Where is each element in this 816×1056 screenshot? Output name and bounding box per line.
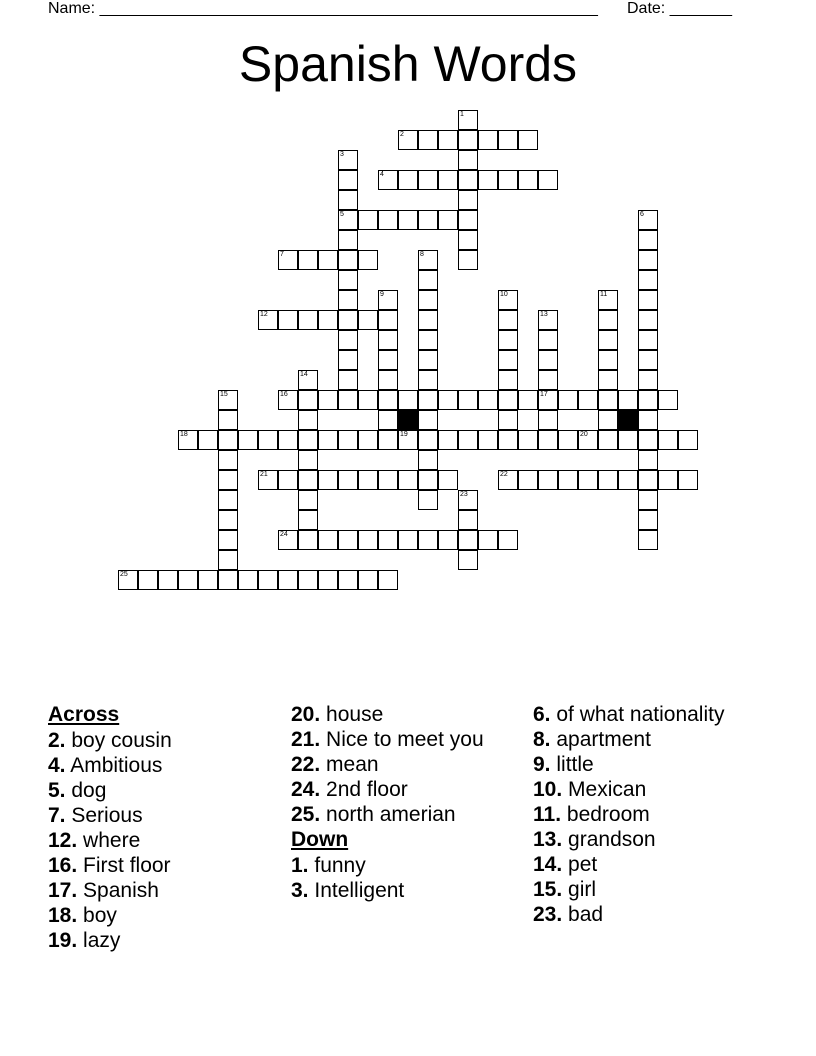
clue-item	[533, 853, 733, 877]
clue-number: 23.	[533, 903, 563, 926]
grid-cell[interactable]	[418, 430, 438, 450]
grid-cell[interactable]	[458, 530, 478, 550]
grid-cell[interactable]	[638, 470, 658, 490]
clues-column-2	[291, 703, 531, 904]
clue-text: bedroom	[566, 803, 650, 826]
grid-cell[interactable]	[418, 530, 438, 550]
grid-cell[interactable]	[258, 570, 278, 590]
grid-cell[interactable]	[458, 550, 478, 570]
grid-cell[interactable]	[538, 410, 558, 430]
grid-cell[interactable]	[418, 130, 438, 150]
grid-cell[interactable]	[178, 570, 198, 590]
clue-number: 12.	[48, 828, 78, 852]
grid-cell[interactable]	[338, 170, 358, 190]
grid-cell[interactable]	[218, 490, 238, 510]
grid-cell[interactable]	[318, 390, 338, 410]
clue-text: Nice to meet you	[326, 728, 484, 751]
clue-number-label: 5	[340, 211, 344, 218]
grid-cell[interactable]	[418, 170, 438, 190]
clue-number: 7.	[48, 803, 66, 827]
grid-cell[interactable]	[298, 410, 318, 430]
grid-cell[interactable]	[298, 570, 318, 590]
grid-cell[interactable]	[198, 430, 218, 450]
clue-text: 2nd floor	[326, 778, 408, 801]
grid-cell[interactable]	[558, 390, 578, 410]
grid-cell[interactable]	[298, 250, 318, 270]
clue-item	[533, 803, 733, 827]
grid-cell[interactable]	[658, 470, 678, 490]
page-title: Spanish Words	[238, 36, 578, 92]
grid-cell[interactable]	[418, 330, 438, 350]
grid-cell[interactable]	[358, 430, 378, 450]
grid-cell[interactable]	[638, 530, 658, 550]
clue-text: grandson	[568, 828, 656, 851]
grid-cell[interactable]	[498, 330, 518, 350]
grid-cell[interactable]	[298, 530, 318, 550]
clue-item	[291, 703, 531, 727]
grid-cell[interactable]	[218, 570, 238, 590]
grid-cell[interactable]	[338, 530, 358, 550]
grid-cell[interactable]	[378, 390, 398, 410]
grid-cell[interactable]	[378, 370, 398, 390]
grid-cell[interactable]	[378, 330, 398, 350]
grid-cell[interactable]	[618, 390, 638, 410]
clue-number: 20.	[291, 703, 321, 726]
grid-cell[interactable]	[278, 430, 298, 450]
clue-text: boy	[83, 903, 117, 927]
grid-cell[interactable]	[338, 310, 358, 330]
grid-cell[interactable]	[498, 370, 518, 390]
grid-cell[interactable]	[638, 250, 658, 270]
grid-cell[interactable]	[158, 570, 178, 590]
clue-text: funny	[314, 853, 366, 877]
grid-cell[interactable]	[638, 230, 658, 250]
grid-cell[interactable]	[478, 390, 498, 410]
grid-cell[interactable]	[538, 330, 558, 350]
grid-cell[interactable]	[558, 470, 578, 490]
grid-cell[interactable]	[658, 430, 678, 450]
grid-cell[interactable]	[418, 310, 438, 330]
clue-number-label: 19	[400, 431, 408, 438]
grid-cell[interactable]	[538, 430, 558, 450]
grid-cell[interactable]	[478, 530, 498, 550]
clue-text: bad	[568, 903, 604, 926]
grid-cell[interactable]	[638, 270, 658, 290]
grid-cell[interactable]	[438, 470, 458, 490]
clue-text: girl	[568, 878, 597, 901]
clue-item	[533, 828, 733, 852]
grid-cell[interactable]	[338, 290, 358, 310]
grid-cell[interactable]	[218, 530, 238, 550]
clue-text: Serious	[71, 803, 143, 827]
clue-number-label: 22	[500, 471, 508, 478]
grid-cell[interactable]	[398, 390, 418, 410]
grid-cell[interactable]	[418, 470, 438, 490]
clue-text: First floor	[83, 853, 171, 877]
across-heading: Across	[48, 703, 120, 726]
grid-cell[interactable]	[458, 150, 478, 170]
grid-cell[interactable]	[318, 250, 338, 270]
grid-cell[interactable]	[418, 270, 438, 290]
clue-text: mean	[326, 753, 379, 776]
clue-number: 5.	[48, 778, 66, 802]
grid-cell[interactable]	[478, 170, 498, 190]
clue-number-label: 25	[120, 571, 128, 578]
grid-cell[interactable]	[338, 470, 358, 490]
grid-cell[interactable]	[418, 390, 438, 410]
date-field-label: Date: _______	[627, 0, 732, 17]
clue-number: 22.	[291, 753, 321, 776]
clue-item	[533, 878, 733, 902]
clue-number-label: 9	[380, 291, 384, 298]
clue-text: boy cousin	[71, 728, 172, 752]
grid-cell[interactable]	[598, 350, 618, 370]
grid-cell[interactable]	[398, 170, 418, 190]
grid-cell[interactable]	[338, 250, 358, 270]
clue-number: 25.	[291, 803, 321, 826]
clue-number: 13.	[533, 828, 563, 851]
grid-cell[interactable]	[338, 270, 358, 290]
grid-cell[interactable]	[318, 570, 338, 590]
clue-item	[48, 929, 288, 953]
grid-cell[interactable]	[338, 390, 358, 410]
grid-cell[interactable]	[318, 470, 338, 490]
grid-cell[interactable]	[678, 470, 698, 490]
grid-cell[interactable]	[238, 570, 258, 590]
grid-cell[interactable]	[518, 130, 538, 150]
clue-text: where	[83, 828, 141, 852]
grid-cell[interactable]	[418, 350, 438, 370]
clue-item	[291, 879, 531, 903]
grid-cell[interactable]	[298, 510, 318, 530]
grid-cell[interactable]	[358, 530, 378, 550]
grid-cell[interactable]	[358, 570, 378, 590]
grid-cell[interactable]	[438, 530, 458, 550]
grid-cell[interactable]	[218, 450, 238, 470]
clue-item	[291, 778, 531, 802]
grid-cell[interactable]	[338, 430, 358, 450]
grid-cell[interactable]	[218, 510, 238, 530]
clue-item	[48, 804, 288, 828]
grid-cell[interactable]	[458, 170, 478, 190]
grid-cell[interactable]	[558, 430, 578, 450]
clue-number-label: 13	[540, 311, 548, 318]
grid-cell[interactable]	[298, 310, 318, 330]
grid-cell[interactable]	[298, 490, 318, 510]
clue-text: little	[556, 753, 594, 776]
grid-cell[interactable]	[238, 430, 258, 450]
grid-cell[interactable]	[498, 350, 518, 370]
grid-cell[interactable]	[498, 390, 518, 410]
grid-cell[interactable]	[478, 430, 498, 450]
clue-number: 1.	[291, 853, 309, 877]
grid-cell[interactable]	[458, 250, 478, 270]
grid-cell[interactable]	[618, 430, 638, 450]
grid-cell[interactable]	[418, 210, 438, 230]
grid-cell[interactable]	[398, 470, 418, 490]
clue-number: 4.	[48, 753, 66, 777]
clue-number: 19.	[48, 928, 78, 952]
clues-column-3	[533, 703, 733, 928]
clue-number-label: 24	[280, 531, 288, 538]
grid-cell[interactable]	[418, 450, 438, 470]
clue-item	[48, 754, 288, 778]
grid-cell[interactable]	[358, 470, 378, 490]
grid-cell[interactable]	[598, 470, 618, 490]
grid-cell[interactable]	[298, 470, 318, 490]
grid-cell[interactable]	[498, 430, 518, 450]
clue-number: 24.	[291, 778, 321, 801]
grid-cell[interactable]	[378, 350, 398, 370]
grid-cell[interactable]	[638, 370, 658, 390]
clue-number: 8.	[533, 728, 551, 751]
grid-cell[interactable]	[518, 390, 538, 410]
clue-item	[48, 779, 288, 803]
grid-cell[interactable]	[518, 430, 538, 450]
grid-cell[interactable]	[638, 510, 658, 530]
clue-number: 3.	[291, 878, 309, 902]
clue-text: Ambitious	[70, 753, 163, 777]
clue-item	[48, 829, 288, 853]
grid-cell[interactable]	[458, 130, 478, 150]
grid-cell[interactable]	[638, 330, 658, 350]
grid-cell[interactable]	[378, 470, 398, 490]
grid-cell[interactable]	[338, 190, 358, 210]
grid-cell[interactable]	[438, 170, 458, 190]
clue-number-label: 6	[640, 211, 644, 218]
grid-cell[interactable]	[538, 470, 558, 490]
clue-number-label: 12	[260, 311, 268, 318]
grid-cell[interactable]	[418, 370, 438, 390]
clue-number: 15.	[533, 878, 563, 901]
grid-cell[interactable]	[218, 430, 238, 450]
grid-cell[interactable]	[358, 310, 378, 330]
grid-cell[interactable]	[298, 430, 318, 450]
grid-cell[interactable]	[498, 170, 518, 190]
grid-cell[interactable]	[638, 430, 658, 450]
clue-item	[48, 904, 288, 928]
grid-cell[interactable]	[538, 370, 558, 390]
clue-number-label: 8	[420, 251, 424, 258]
grid-cell[interactable]	[638, 290, 658, 310]
grid-cell[interactable]	[298, 390, 318, 410]
grid-cell[interactable]	[658, 390, 678, 410]
clue-number-label: 14	[300, 371, 308, 378]
grid-cell[interactable]	[438, 390, 458, 410]
grid-cell[interactable]	[438, 130, 458, 150]
grid-cell[interactable]	[458, 230, 478, 250]
clue-number-label: 3	[340, 151, 344, 158]
grid-cell[interactable]	[278, 470, 298, 490]
grid-cell[interactable]	[218, 550, 238, 570]
clue-number-label: 18	[180, 431, 188, 438]
clue-text: dog	[71, 778, 107, 802]
grid-cell[interactable]	[278, 310, 298, 330]
clue-number: 17.	[48, 878, 78, 902]
grid-cell[interactable]	[598, 330, 618, 350]
clue-text: pet	[568, 853, 598, 876]
grid-cell[interactable]	[398, 210, 418, 230]
grid-cell[interactable]	[438, 430, 458, 450]
clue-number: 2.	[48, 728, 66, 752]
clue-number: 9.	[533, 753, 551, 776]
grid-cell[interactable]	[378, 310, 398, 330]
grid-cell[interactable]	[598, 430, 618, 450]
grid-cell[interactable]	[138, 570, 158, 590]
grid-cell[interactable]	[378, 430, 398, 450]
clue-number: 16.	[48, 853, 78, 877]
clue-number-label: 11	[600, 291, 608, 298]
grid-cell[interactable]	[518, 470, 538, 490]
clue-number-label: 23	[460, 491, 468, 498]
clue-item	[533, 728, 733, 752]
grid-cell[interactable]	[338, 370, 358, 390]
clue-number-label: 16	[280, 391, 288, 398]
grid-cell[interactable]	[598, 390, 618, 410]
grid-cell[interactable]	[378, 570, 398, 590]
grid-cell[interactable]	[458, 210, 478, 230]
grid-cell[interactable]	[678, 430, 698, 450]
grid-cell[interactable]	[538, 170, 558, 190]
grid-cell[interactable]	[198, 570, 218, 590]
clue-item	[48, 729, 288, 753]
clue-number-label: 4	[380, 171, 384, 178]
grid-cell[interactable]	[338, 570, 358, 590]
grid-cell[interactable]	[418, 410, 438, 430]
clue-number: 21.	[291, 728, 321, 751]
grid-cell[interactable]	[378, 210, 398, 230]
grid-cell[interactable]	[318, 530, 338, 550]
clue-number-label: 10	[500, 291, 508, 298]
grid-cell[interactable]	[638, 410, 658, 430]
clue-number-label: 2	[400, 131, 404, 138]
clue-number-label: 17	[540, 391, 548, 398]
grid-cell[interactable]	[398, 530, 418, 550]
clue-text: lazy	[83, 928, 121, 952]
clue-number: 6.	[533, 703, 551, 726]
grid-block-cell	[398, 410, 418, 430]
grid-cell[interactable]	[578, 470, 598, 490]
down-heading: Down	[291, 828, 349, 851]
clue-item	[533, 778, 733, 802]
grid-cell[interactable]	[458, 390, 478, 410]
clues-column-1	[48, 703, 288, 954]
clue-text: house	[326, 703, 384, 726]
grid-cell[interactable]	[518, 170, 538, 190]
clue-number-label: 20	[580, 431, 588, 438]
clue-number-label: 7	[280, 251, 284, 258]
grid-cell[interactable]	[338, 350, 358, 370]
clue-item	[291, 803, 531, 827]
grid-cell[interactable]	[218, 470, 238, 490]
clue-text: of what nationality	[556, 703, 725, 726]
grid-cell[interactable]	[318, 310, 338, 330]
grid-cell[interactable]	[598, 370, 618, 390]
grid-cell[interactable]	[478, 130, 498, 150]
clue-number-label: 21	[260, 471, 268, 478]
grid-cell[interactable]	[618, 470, 638, 490]
grid-cell[interactable]	[498, 130, 518, 150]
clue-item	[291, 753, 531, 777]
grid-cell[interactable]	[538, 350, 558, 370]
grid-cell[interactable]	[298, 450, 318, 470]
clue-text: north amerian	[326, 803, 456, 826]
grid-cell[interactable]	[498, 530, 518, 550]
clue-text: Spanish	[83, 878, 159, 902]
grid-cell[interactable]	[278, 570, 298, 590]
clue-item	[533, 903, 733, 927]
clue-text: apartment	[556, 728, 651, 751]
grid-cell[interactable]	[638, 450, 658, 470]
grid-cell[interactable]	[358, 390, 378, 410]
grid-cell[interactable]	[458, 510, 478, 530]
clue-number: 11.	[533, 803, 562, 826]
grid-cell[interactable]	[358, 210, 378, 230]
clue-item	[48, 879, 288, 903]
grid-cell[interactable]	[638, 350, 658, 370]
grid-cell[interactable]	[418, 490, 438, 510]
grid-cell[interactable]	[638, 390, 658, 410]
grid-cell[interactable]	[598, 310, 618, 330]
name-field-label: Name: ________________________________________________________	[48, 0, 598, 17]
grid-cell[interactable]	[338, 330, 358, 350]
clue-item	[533, 753, 733, 777]
grid-cell[interactable]	[318, 430, 338, 450]
grid-cell[interactable]	[418, 290, 438, 310]
grid-cell[interactable]	[218, 410, 238, 430]
grid-cell[interactable]	[638, 490, 658, 510]
clue-item	[291, 728, 531, 752]
clue-text: Mexican	[568, 778, 647, 801]
grid-cell[interactable]	[458, 430, 478, 450]
grid-cell[interactable]	[458, 190, 478, 210]
clue-item	[48, 854, 288, 878]
grid-cell[interactable]	[498, 410, 518, 430]
clue-number: 14.	[533, 853, 563, 876]
clue-number-label: 1	[460, 111, 464, 118]
grid-cell[interactable]	[498, 310, 518, 330]
grid-cell[interactable]	[358, 250, 378, 270]
grid-cell[interactable]	[378, 410, 398, 430]
clue-number-label: 15	[220, 391, 228, 398]
clue-number: 18.	[48, 903, 78, 927]
clue-number: 10.	[533, 778, 563, 801]
grid-cell[interactable]	[578, 390, 598, 410]
grid-cell[interactable]	[438, 210, 458, 230]
clue-item	[291, 854, 531, 878]
clue-item	[533, 703, 733, 727]
grid-cell[interactable]	[638, 310, 658, 330]
clue-text: Intelligent	[314, 878, 405, 902]
grid-block-cell	[618, 410, 638, 430]
grid-cell[interactable]	[338, 230, 358, 250]
grid-cell[interactable]	[378, 530, 398, 550]
grid-cell[interactable]	[598, 410, 618, 430]
grid-cell[interactable]	[258, 430, 278, 450]
